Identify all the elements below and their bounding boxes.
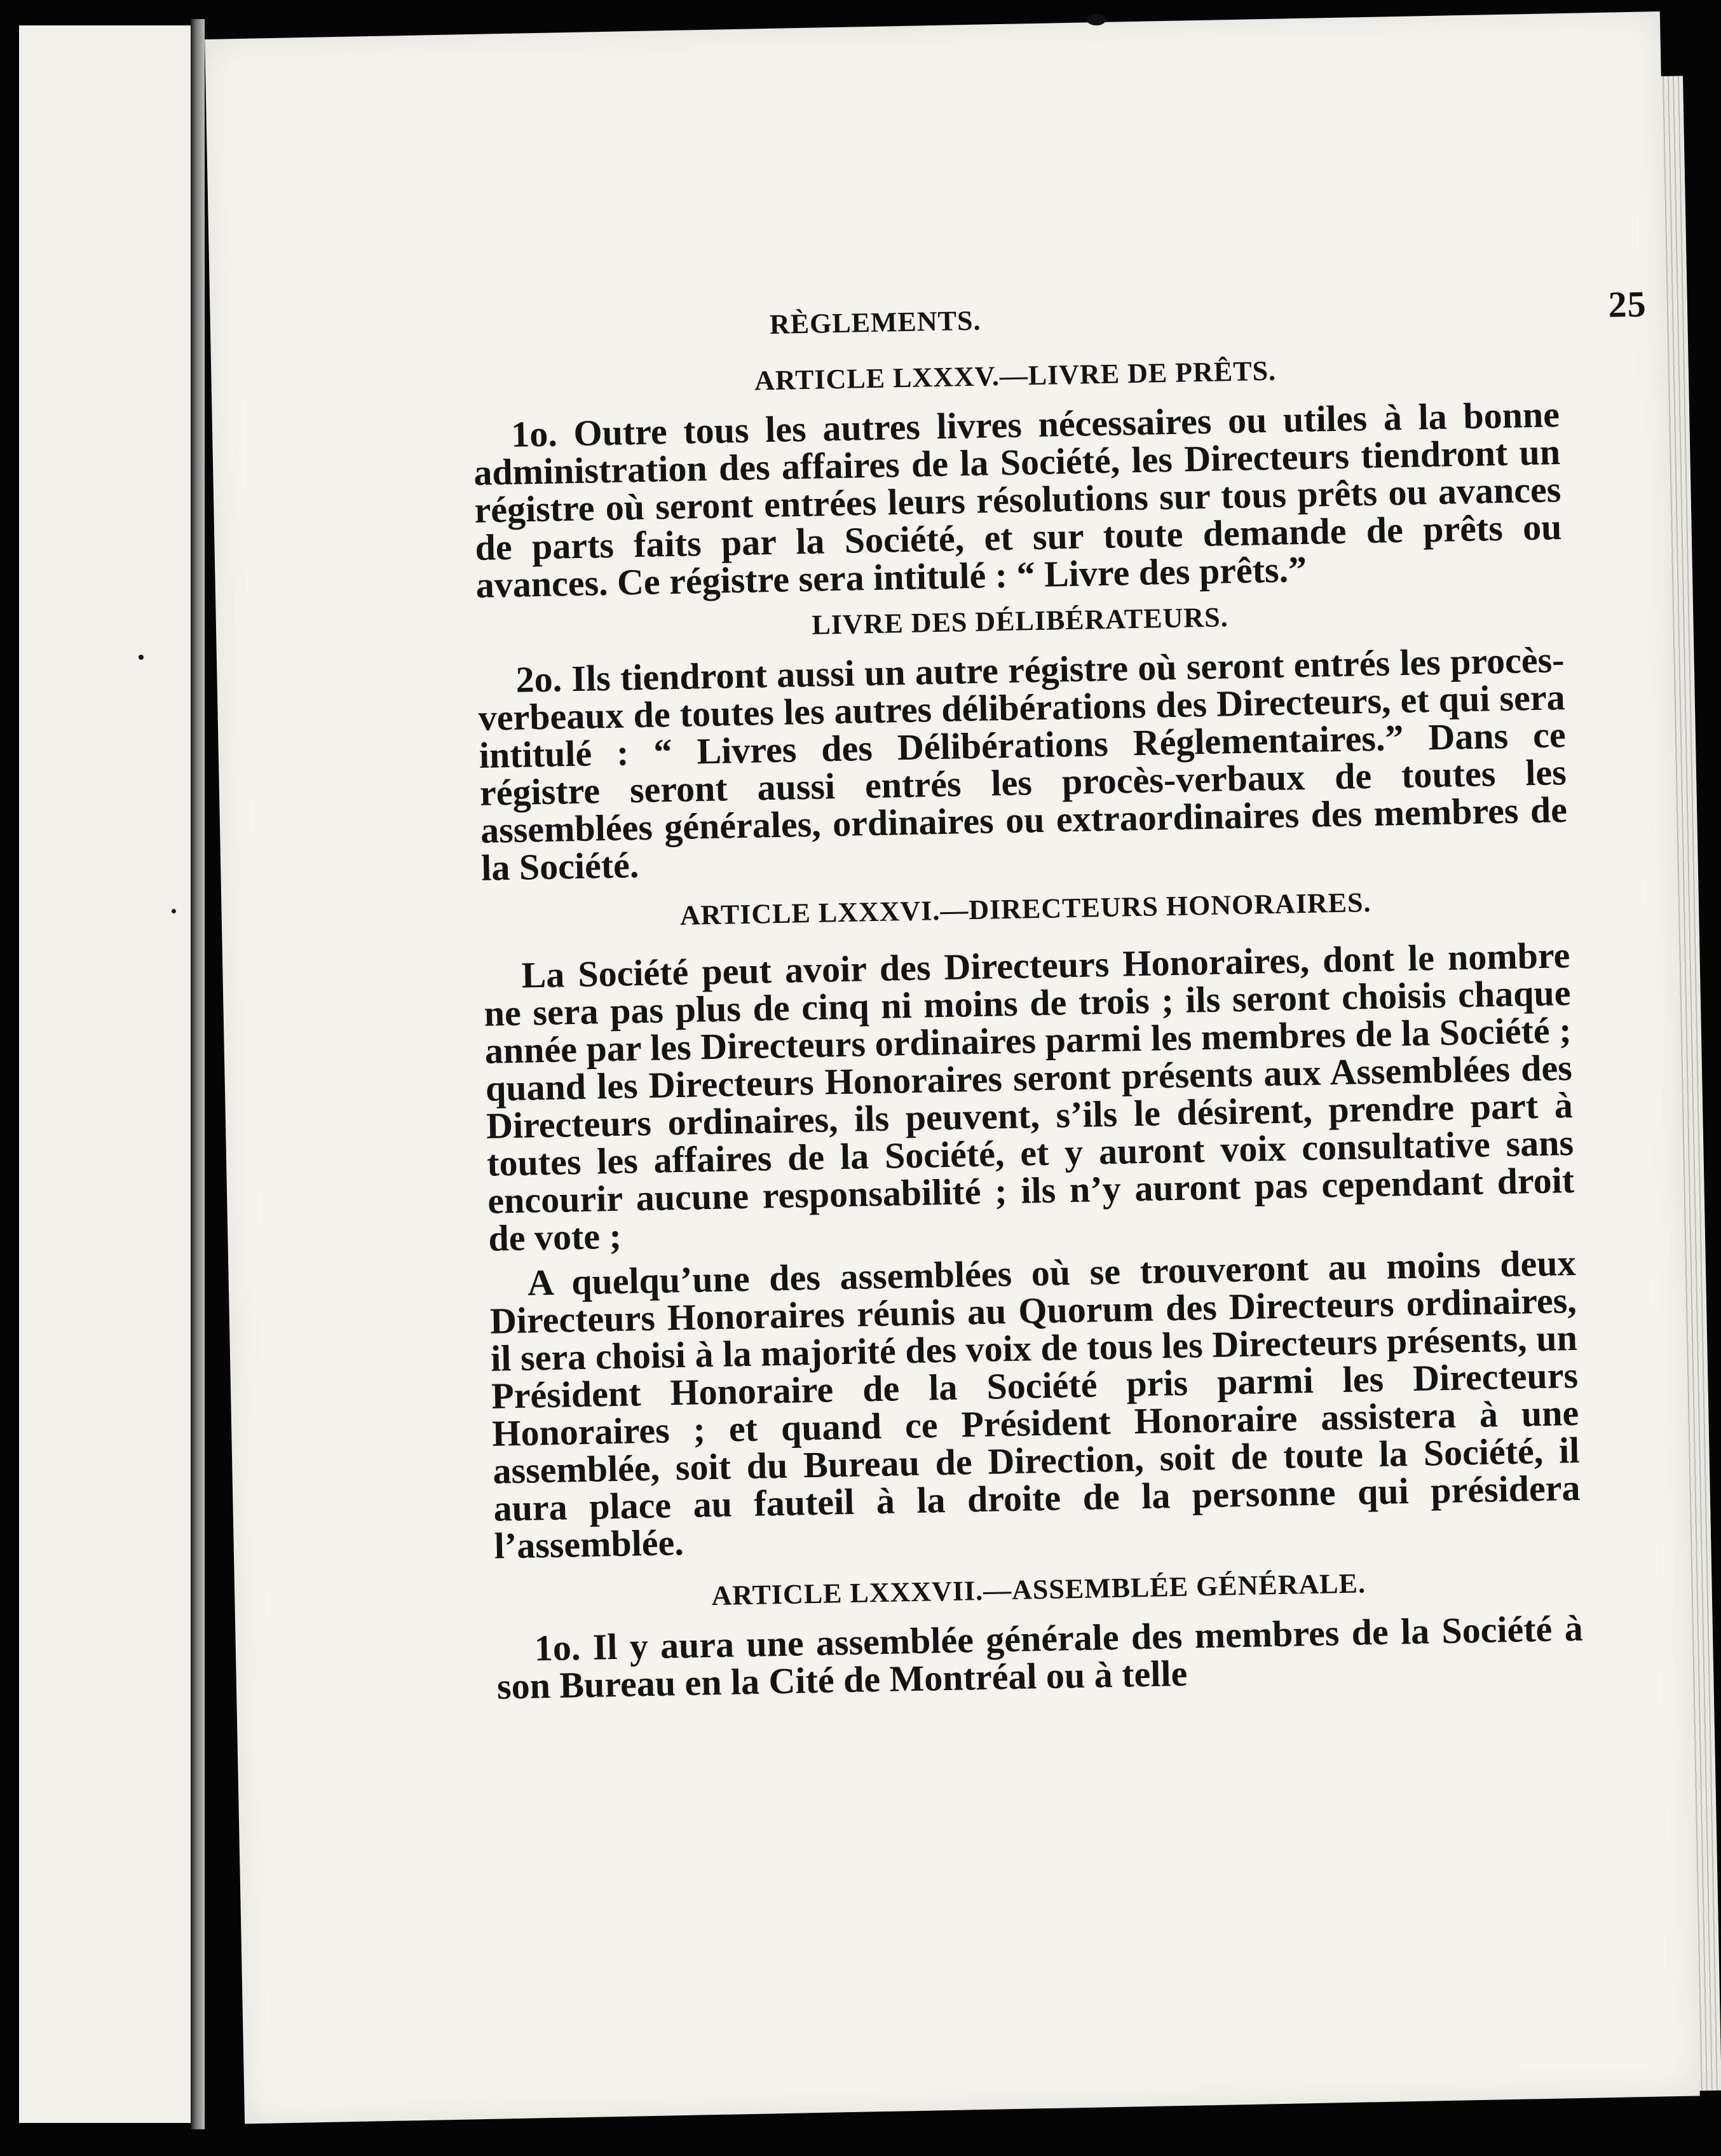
paragraph: 2o. Ils tiendront aussi un autre régistre où seront entrés les procès-verbeaux de toutes les autres délibérations des Directeurs, et qui sera intitulé : “ Livres des Délibérations Réglementaires.” Dans ce régistre seront aussi entrés les procès-verbaux de toutes les assemblées générales, ordinaires ou extraordinaires des membres de la Société. bbox=[478, 639, 1568, 889]
paragraph: La Société peut avoir des Directeurs Honoraires, dont le nombre ne sera pas plus de cinq ni moins de trois ; ils seront choisis chaque année par les Directeurs ordinaires parmi les membres de la Société ; quand les Directeurs Honoraires seront présents aux Assemblées des Directeurs ordinaires, ils peuvent, s’ils le désirent, prendre part à toutes les affaires de la Société, et y auront voix consultative sans encourir aucune responsabilité ; ils n’y auront pas cependant droit de vote ; bbox=[484, 934, 1575, 1259]
paragraph: 1o. Il y aura une assemblée générale des membres de la Société à son Bureau en la Cité de Montréal ou à telle bbox=[496, 1607, 1584, 1707]
scan-speck bbox=[1087, 14, 1106, 25]
book-gutter bbox=[191, 19, 205, 2129]
page-number: 25 bbox=[1608, 283, 1647, 325]
scan-speck bbox=[139, 655, 144, 660]
paragraph: 1o. Outre tous les autres livres nécessaires ou utiles à la bonne administration des affaires de la Société, les Directeurs tiendront un régistre où seront entrées leurs résolutions sur tous prêts ou avances de parts faits par la Société, et sur toute demande de prêts ou avances. Ce régistre sera intitulé : “ Livre des prêts.” bbox=[473, 393, 1562, 606]
section-heading: ARTICLE LXXXV.—LIVRE DE PRÊTS. bbox=[754, 355, 1277, 397]
left-page-edge bbox=[19, 25, 193, 2123]
running-head-title: RÈGLEMENTS. bbox=[769, 304, 981, 340]
running-head bbox=[471, 283, 1647, 358]
paragraph: A quelqu’une des assemblées où se trouveront au moins deux Directeurs Honoraires réunis au Quorum des Directeurs ordinaires, il sera choisi à la majorité des voix de tous les Directeurs présents, un Président Honoraire de la Société pris parmi les Directeurs Honoraires ; et quand ce Président Honoraire assistera à une assemblée, soit du Bureau de Direction, soit de toute la Société, il aura place au fauteil à la droite de la personne qui présidera l’assemblée. bbox=[489, 1241, 1581, 1567]
section-heading: LIVRE DES DÉLIBÉRATEURS. bbox=[811, 601, 1229, 641]
page-text bbox=[471, 283, 1647, 1712]
section-heading: ARTICLE LXXXVII.—ASSEMBLÉE GÉNÉRALE. bbox=[711, 1567, 1366, 1612]
right-page bbox=[205, 11, 1700, 2124]
scan-speck bbox=[172, 909, 176, 913]
section-heading: ARTICLE LXXXVI.—DIRECTEURS HONORAIRES. bbox=[679, 887, 1371, 931]
